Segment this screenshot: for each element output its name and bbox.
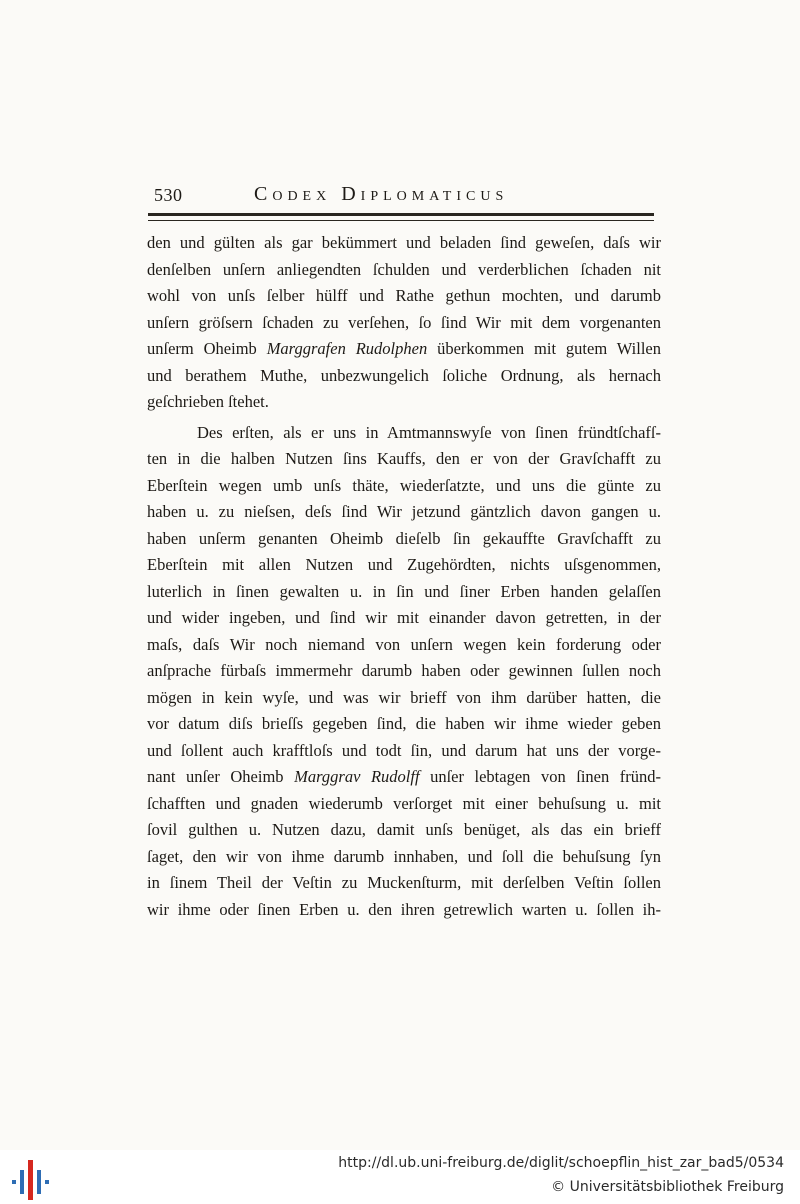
text-line: ten in die halben Nutzen ſins Kauffs, den er von der Gravſchafft zu <box>147 449 661 468</box>
text-line: ſaget, den wir von ihme darumb innhaben, und ſoll die behuſsung ſyn <box>147 846 661 866</box>
page-number: 530 <box>154 185 183 205</box>
text-line: wohl von unſs ſelber hülff und Rathe gethun mochten, und darumb <box>147 286 661 305</box>
text-line: Eberſtein wegen umb unſs thäte, wiederſatzte, und uns die günte zu <box>147 475 661 495</box>
permalink-url[interactable]: http://dl.ub.uni-freiburg.de/diglit/schoepflin_hist_zar_bad5/0534 <box>338 1155 784 1171</box>
header-rule-thick <box>148 213 654 216</box>
italic-name: Marggrafen Rudolphen <box>266 339 428 358</box>
text-line: und wider ingeben, und ſind wir mit einander davon getretten, in der <box>147 608 661 627</box>
text-line: den und gülten als gar bekümmert und beladen ſind geweſen, daſs wir <box>147 233 661 252</box>
text-line: maſs, daſs Wir noch niemand von unſern wegen kein forderung oder <box>147 634 661 654</box>
text-line: Des erſten, als er uns in Amtmannswyſe von ſinen fründtſchafſ- <box>197 422 661 442</box>
copyright-notice: © Universitätsbibliothek Freiburg <box>551 1179 784 1195</box>
header-rule-thin <box>148 220 654 221</box>
text-segment: unſer lebtagen von ſinen fründ- <box>430 767 662 786</box>
text-line: in ſinem Theil der Veſtin zu Muckenſturm, mit derſelben Veſtin ſollen <box>147 873 661 892</box>
text-segment: unſerm Oheimb <box>147 339 257 358</box>
text-line: haben unſerm genanten Oheimb dieſelb ſin gekauffte Gravſchafft zu <box>147 528 661 548</box>
text-line: und berathem Muthe, unbezwungelich ſoliche Ordnung, als hernach <box>147 365 661 385</box>
running-head <box>148 183 660 211</box>
text-line: haben u. zu nieſsen, deſs ſind Wir jetzund gäntzlich davon gangen u. <box>147 502 661 521</box>
text-line: mögen in kein wyſe, und was wir brieff von ihm darüber hatten, die <box>147 687 661 707</box>
text-line: Eberſtein mit allen Nutzen und Zugehördten, nichts uſsgenommen, <box>147 555 661 574</box>
text-line: ſovil gulthen u. Nutzen dazu, damit unſs benüget, als das ein brieff <box>147 820 661 839</box>
header-title: Codex Diplomaticus <box>254 183 509 205</box>
text-line: vor datum diſs brieſſs gegeben ſind, die haben wir ihme wieder geben <box>147 714 661 733</box>
body-text <box>147 230 661 923</box>
text-line: geſchrieben ſtehet. <box>147 392 269 411</box>
italic-name: Marggrav Rudolff <box>294 767 420 786</box>
viewer-footer <box>0 1150 800 1204</box>
text-segment: überkommen mit gutem Willen <box>437 339 662 358</box>
university-logo-icon <box>12 1156 52 1200</box>
text-segment: nant unſer Oheimb <box>147 767 284 786</box>
text-line: denſelben unſern anliegendten ſchulden und verderblichen ſchaden nit <box>147 259 661 279</box>
text-line: luterlich in ſinen gewalten u. in ſin und ſiner Erben handen gelaſſen <box>147 581 661 601</box>
text-line <box>147 336 661 363</box>
text-line: ſchafften und gnaden wiederumb verſorget mit einer behuſsung u. mit <box>147 793 661 813</box>
text-line: anſprache fürbaſs immermehr darumb haben oder gewinnen ſullen noch <box>147 661 661 680</box>
text-line: wir ihme oder ſinen Erben u. den ihren getrewlich warten u. ſollen ih- <box>147 899 661 919</box>
text-line: und ſollent auch krafftloſs und todt ſin, und darum hat uns der vorge- <box>147 740 661 760</box>
text-line <box>147 764 661 791</box>
text-line: unſern gröſsern ſchaden zu verſehen, ſo ſind Wir mit dem vorgenanten <box>147 312 661 332</box>
